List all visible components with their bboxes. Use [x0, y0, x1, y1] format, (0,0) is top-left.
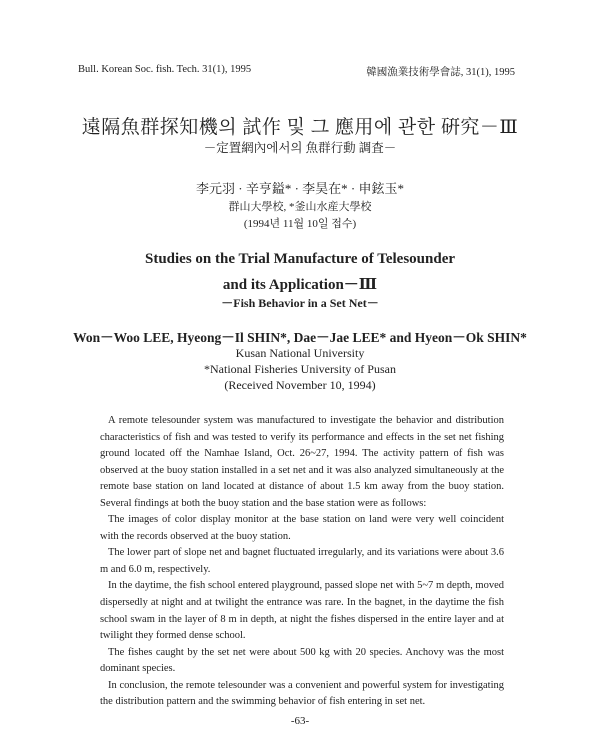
abstract-paragraph: The images of color display monitor at the base station on land were very well coincident with the records observed at the buoy station. — [100, 514, 504, 542]
english-affiliation-2: *National Fisheries University of Pusan — [204, 362, 396, 376]
abstract-paragraph: A remote telesounder system was manufactured to investigate the behavior and distribution characteristics of fish and was tested to verify its performance and effects in the set net fishing ground located off the Namhae Island, Oct. 26~27, 1994. The activity pattern of fish was observed at the buoy station installed in a set net and it was also analyzed simultaneously at the remote base station on land located at distance of about 1.5 km away from the buoy station. Several findings at both the buoy station and the base station were as follows: — [100, 415, 504, 509]
journal-header-english: Bull. Korean Soc. fish. Tech. 31(1), 1995 — [78, 64, 252, 75]
abstract — [100, 413, 504, 711]
english-subtitle: －Fish Behavior in a Set Net－ — [221, 296, 379, 310]
english-title-line1: Studies on the Trial Manufacture of Telesounder — [144, 251, 456, 267]
korean-authors: 李元羽 · 辛亨鎰* · 李昊在* · 申鉉玉* — [196, 181, 404, 196]
abstract-paragraph: The lower part of slope net and bagnet fluctuated irregularly, and its variations were about 3.6 m and 6.0 m, respectively. — [100, 547, 504, 575]
english-authors: Won－Woo LEE, Hyeong－Il SHIN*, Dae－Jae LEE* and Hyeon－Ok SHIN* — [73, 330, 527, 345]
page-number: -63- — [290, 715, 310, 727]
abstract-paragraph: In the daytime, the fish school entered playground, passed slope net with 5~7 m depth, moved dispersedly at night and at twilight the entrance was rare. In the bagnet, in the daytime the fish school swam in the layer of 8 m in depth, at night the fishes dispersed in the entire layer and at twilight they formed dense school. — [100, 580, 504, 642]
journal-header-korean: 韓國漁業技術學會誌, 31(1), 1995 — [366, 67, 515, 78]
korean-title: 遠隔魚群探知機의 試作 및 그 應用에 관한 硏究－Ⅲ — [81, 117, 519, 138]
korean-affiliation: 群山大學校, *釜山水産大學校 — [228, 201, 372, 213]
english-title-line2: and its Application－Ⅲ — [222, 277, 378, 293]
korean-subtitle: －定置網內에서의 魚群行動 調査－ — [203, 141, 397, 155]
abstract-paragraph: In conclusion, the remote telesounder was a convenient and powerful system for investigating the distribution pattern and the swimming behavior of fish entering in set net. — [100, 679, 504, 708]
abstract-paragraph: The fishes caught by the set net were about 500 kg with 20 species. Anchovy was the most dominant species. — [100, 646, 504, 675]
korean-received-date: (1994년 11월 10일 접수) — [243, 218, 357, 230]
english-received-date: (Received November 10, 1994) — [224, 378, 376, 392]
english-affiliation-1: Kusan National University — [235, 346, 365, 360]
